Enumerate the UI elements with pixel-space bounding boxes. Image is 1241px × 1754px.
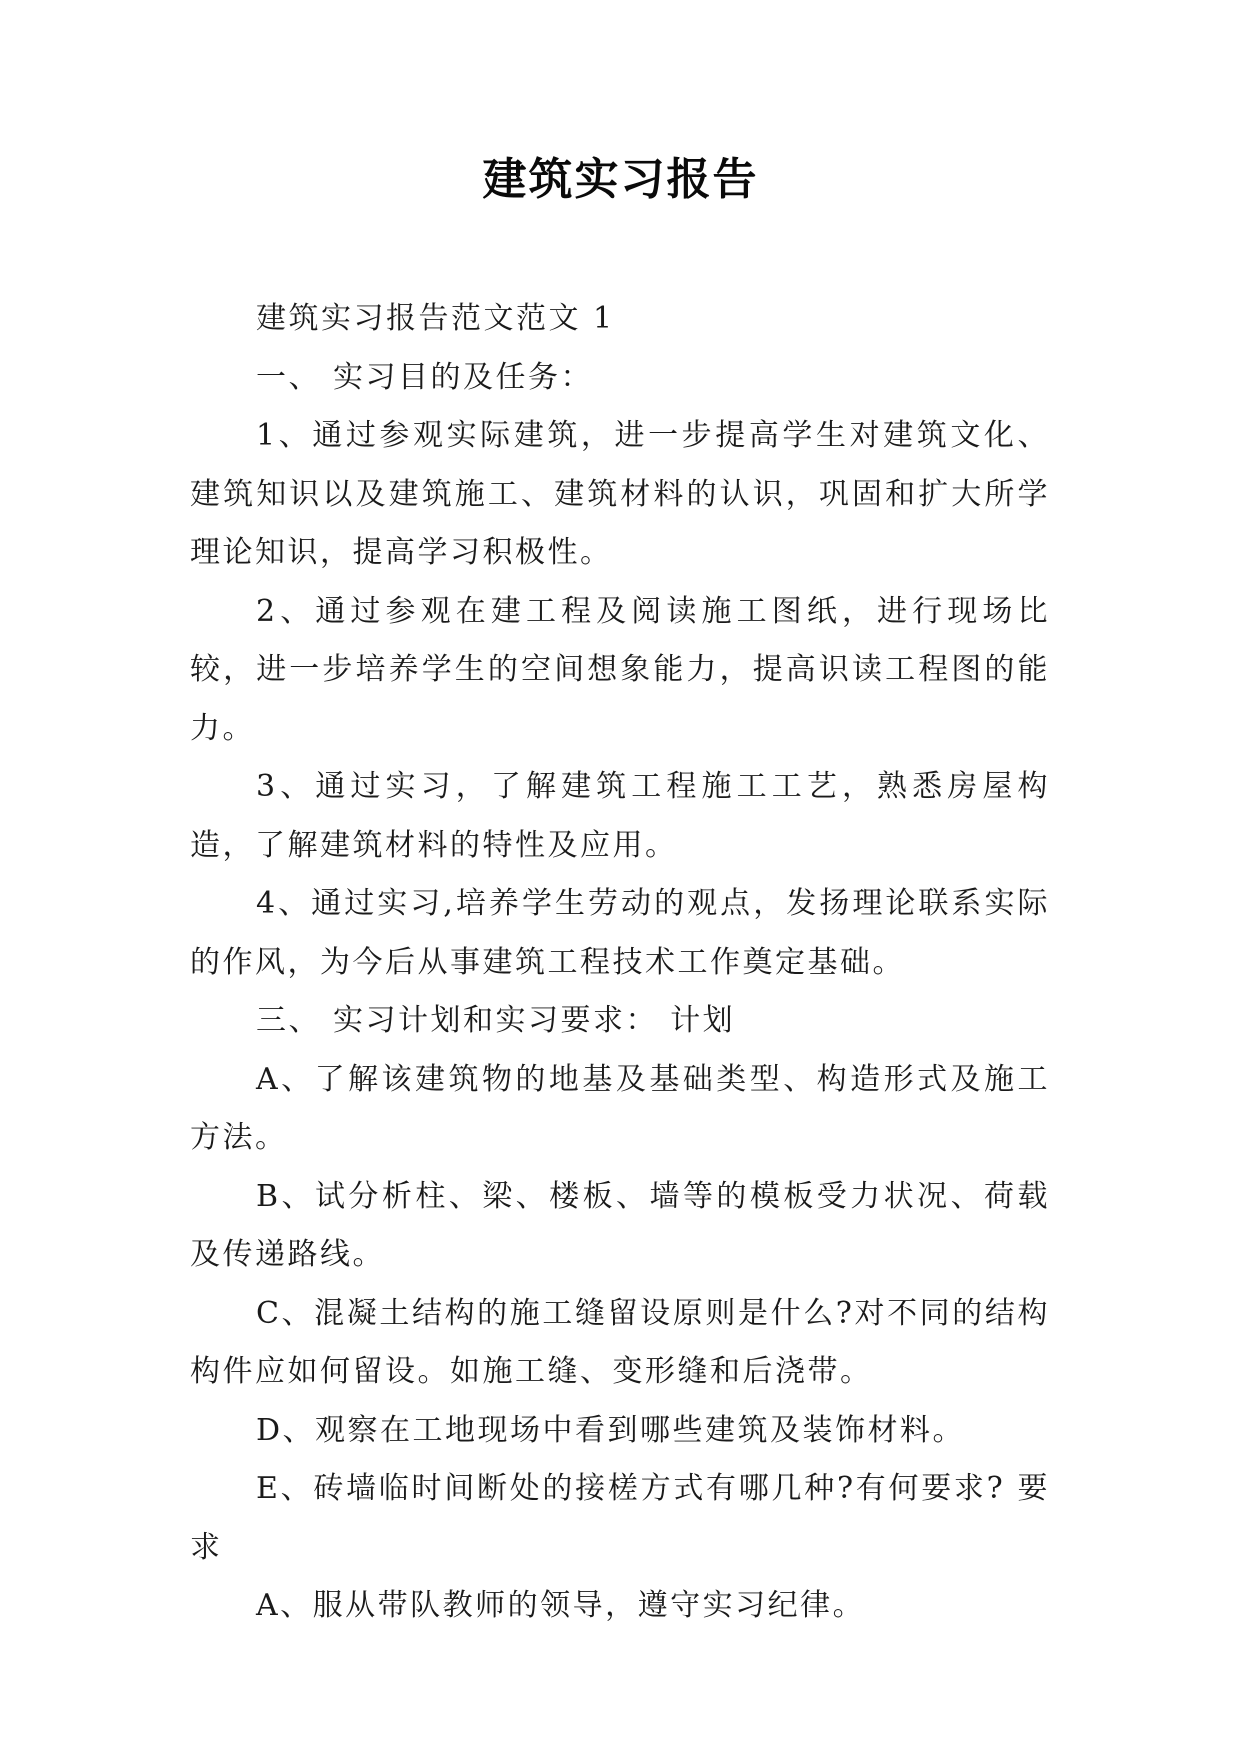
document-body	[190, 290, 1050, 1636]
paragraph-goal-3: 3、通过实习，了解建筑工程施工工艺，熟悉房屋构造，了解建筑材料的特性及应用。	[190, 769, 1050, 863]
paragraph-requirement-a: A、服从带队教师的领导，遵守实习纪律。	[256, 1588, 866, 1623]
paragraph-plan-b: B、试分析柱、梁、楼板、墙等的模板受力状况、荷载及传递路线。	[190, 1178, 1050, 1272]
paragraph-heading-sample: 建筑实习报告范文范文 1	[256, 301, 615, 336]
paragraph-plan-c: C、混凝土结构的施工缝留设原则是什么?对不同的结构构件应如何留设。如施工缝、变形缝和后浇带。	[190, 1295, 1050, 1389]
paragraph-section-3-heading: 三、 实习计划和实习要求： 计划	[256, 1003, 736, 1038]
paragraph-goal-4: 4、通过实习,培养学生劳动的观点，发扬理论联系实际的作风，为今后从事建筑工程技术工作奠定基础。	[190, 886, 1050, 980]
paragraph-goal-1: 1、通过参观实际建筑，进一步提高学生对建筑文化、建筑知识以及建筑施工、建筑材料的认识，巩固和扩大所学理论知识，提高学习积极性。	[190, 418, 1050, 570]
paragraph-plan-e: E、砖墙临时间断处的接槎方式有哪几种?有何要求? 要求	[190, 1471, 1050, 1565]
paragraph-goal-2: 2、通过参观在建工程及阅读施工图纸，进行现场比较，进一步培养学生的空间想象能力，提高识读工程图的能力。	[190, 593, 1050, 746]
paragraph-section-1-heading: 一、 实习目的及任务：	[256, 359, 594, 395]
page-title: 建筑实习报告	[482, 154, 759, 205]
paragraph-plan-d: D、观察在工地现场中看到哪些建筑及装饰材料。	[256, 1412, 966, 1448]
paragraph-plan-a: A、了解该建筑物的地基及基础类型、构造形式及施工方法。	[190, 1061, 1050, 1155]
